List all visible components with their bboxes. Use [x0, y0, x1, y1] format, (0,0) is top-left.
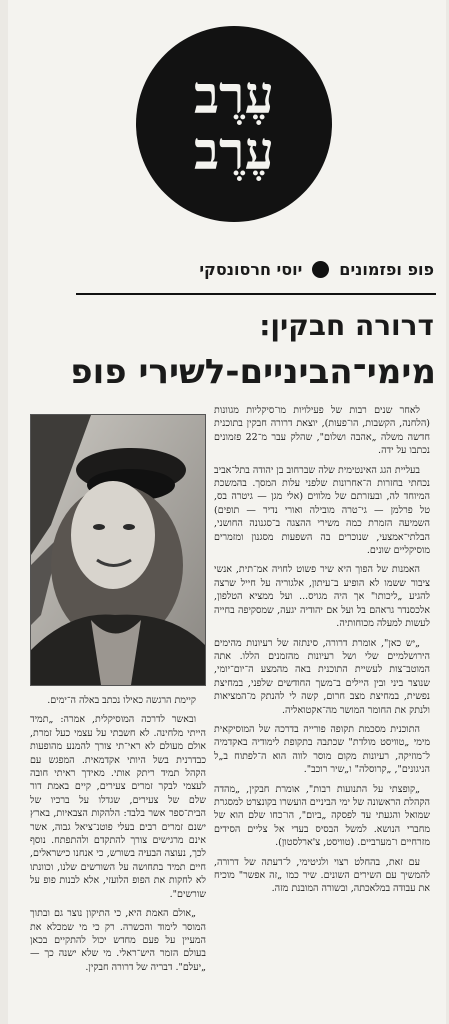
- byline: [32, 256, 434, 282]
- portrait-photo: [30, 414, 206, 686]
- bullet-dot-icon: [312, 261, 329, 278]
- paragraph: לאחר שנים רבות של פעילויות מו־סיקליות מגוונות (הלחנה, הקשבות, הו־פעות), יוצאת דרורה חבקין בתוכנית חדשה משלה „אהבה ושלום", שהלק עבר מ־22 פזמונים נכתבו על ידה.: [214, 405, 430, 457]
- erev-erev-logo: [136, 26, 332, 222]
- paragraph: עם זאת, בהחלט רצוי ולגיטימי, ל־דעתה של דרורה, להמשיך עם השירים השונים. שיר כמו „זה אפשר" מוכיח את עבודה במלאכתה, ובשורה המובנת מזה.: [214, 856, 430, 895]
- paragraph: התוכנית מסכמת תקופה פורייה בדרכה של המוסיקאית מימי „טוויסט מולדת" שכתבה בתקופת לימודיה באקדמיה ל־מוזיקה, רעיונות מקום מוסר לווה הוא ה־לפתוח ב„ל הניגונים", „קרוסלה" ו„שיר רוכב".: [214, 723, 430, 776]
- article-column-right: [214, 404, 430, 1004]
- paragraph: „יש כאן", אומרת דרורה, סינתזה של רעיונות מהימים הירושלמיים שלי ושל רעיונות מהזמנים הללו. אתה המוטב־צות לעשיית התוכנית באה מהמצע ה־יום־יומי, שנוצר ביני ובין היילים ב־משך החודשים שלפני, במחיצת נפשית, במחיצת מצב חרום, קשה לי להנתק מ־המציאות ולנתק את החומר המושר מה־אקטואליה.: [214, 637, 430, 716]
- paragraph: קיימת הרגשה כאילו נכתב באלה ה־ימים.: [47, 695, 196, 706]
- byline-rule: [76, 293, 436, 295]
- section-name: פופ ופזמונים: [339, 259, 434, 279]
- paragraph: „אולם האמת היא, כי התיקון נוצר גם ובתוך המוסר לימוד והכשרה. רק כי מי שמכלא את המעיין על פעם מחדש יכול להתקיים בכאן בעולם הזמר היש־ראלי. מי שלא ישנה כך — „יעלם". דבריה של דרורה חבקין.: [30, 908, 206, 973]
- headline-name: דרורה חבקין:: [259, 309, 434, 342]
- portrait-image: [31, 415, 205, 685]
- paragraph: „קופצתי על התנועות רבות", אומרת חבקין, „מהדה הקהלת הראשונה של ימי הביניים הועשרו בקונצרט למסגרת שמואל והגעתי עד לפסקה „ביום", הו־כחו שלם הוא של מחברי הנושא. למשל הבסיס בעדי אל צליים הסידים מזרחיים ו־מערביים. (טוויסט, צ'ארלסטון).: [214, 783, 430, 849]
- logo-line-1: עֶרֶב: [193, 65, 275, 126]
- article-column-left: [30, 694, 206, 1010]
- newspaper-clipping: [8, 0, 446, 1024]
- paragraph: ובאשר לדרכה המוסיקלית, אמרה: „תמיד הייתי מלחינה. לא חשבתי על עצמי כעל זמרת, אולם מעולם לא ראי־תי צורך להמנע מהופעות כבדרנית בשל היותי אקדמאית. המפגש עם הקהל תמיד ריתק אותי. מאידך ראיתי חובה לעצמי לבקר זמרים צעירים, קיים באמת דור שלם של צעירים, שגדלו על ברכיו של הבית־ספר אשר בלבד: הלהקות הצבאיות, בארץ ישנם זמרים רבים בעלי פוטנ־ציאל גבוה, אשר אינם מרגישים צורך להתקדם ולהתפתח. נוסף לכך, נעוצה הבעיה בשורש, כי אנחנו כישראלים, חיים תמיד בתחושה על השורשים שלנו, וכוונתו לא לחקות את הפופ הלועזי, אלא לבנות פופ על שורשים".: [30, 714, 206, 900]
- headline-main: מימי־הביניים-לשירי פופ: [70, 352, 436, 392]
- logo-line-2: עֶרֶב: [193, 121, 275, 182]
- paragraph: האמנות של הפוך היא שיר פשוט לחויה אמ־תית, אנשי ציבור ששמו לא הופיע ב־עיתון, אלגוריה על חייל שרצה להגיע „ליכותו" אך היה מגויס... ועל ממציא הטלפון, אלכסנדר גראהם בל ועל אם יהודיה יגעה, שמסקיפה בחייה לעשות למעלה מכוחותיה.: [214, 564, 430, 630]
- author-name: יוסי חרסונסקי: [199, 259, 303, 279]
- paragraph: בעליית הגג האינטימית שלה שברחוב בן יהודה בתל־אביב נכחתי בחזרות ה־אחרונות שלפני עלות המסך. בהמשכת המיוחד לה, ובעזרתם של מלווים (אלי מגן — גיטרה בס, טל פרלמן — גי־טרה מובילה ואורי נדיר — תופים) השמיעה הזמרת כמה משירי ההצגה ב־סגנונה החושני, הבלתי־אמצעי, שנוכרים בה השפעות מסגנון ומזמרים מוסיקליים שונים.: [214, 464, 430, 557]
